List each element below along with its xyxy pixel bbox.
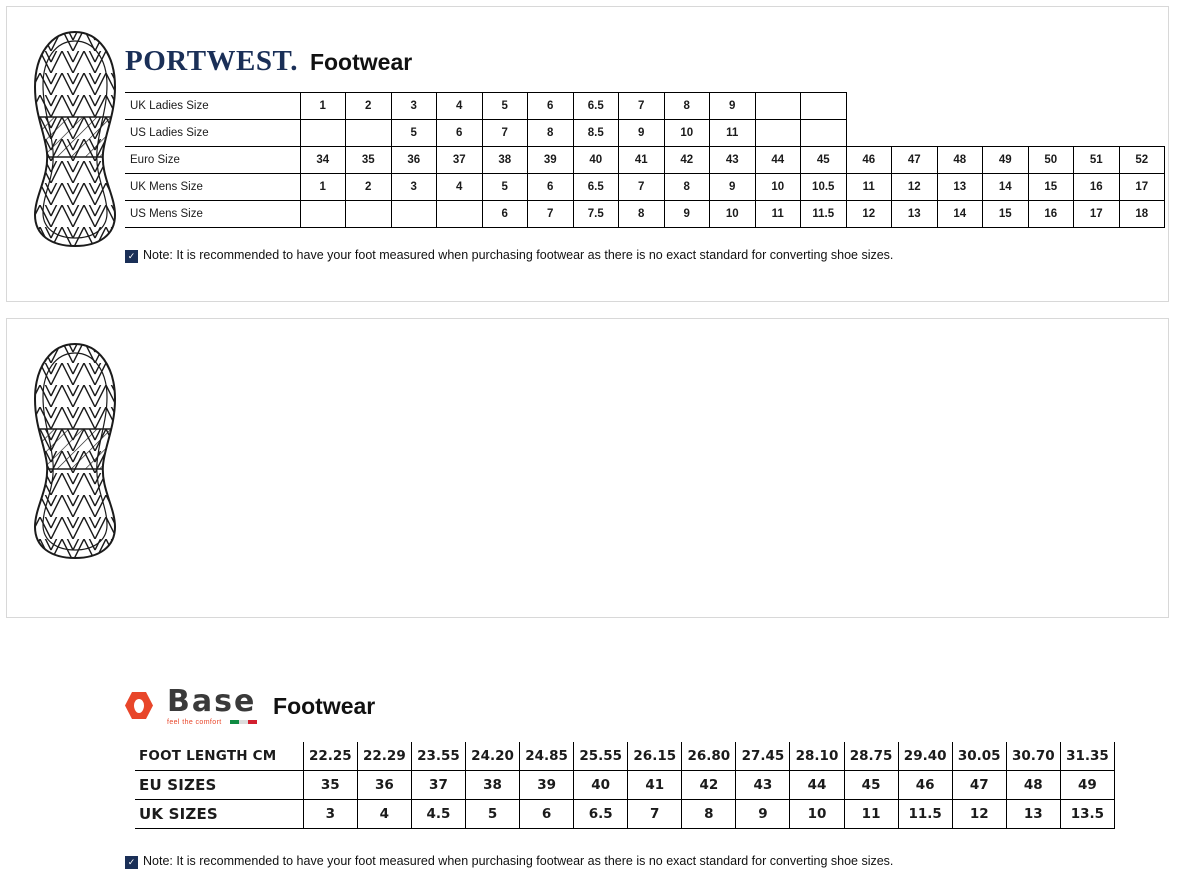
table-cell: 17	[1074, 201, 1120, 228]
table-cell: 8	[682, 800, 736, 829]
table-cell: 6.5	[573, 93, 619, 120]
table-cell: 46	[898, 771, 952, 800]
table-cell: 9	[736, 800, 790, 829]
table-cell	[1028, 120, 1074, 147]
table-cell: 12	[952, 800, 1006, 829]
base-header	[125, 684, 376, 726]
table-cell: 11	[844, 800, 898, 829]
base-note	[125, 854, 893, 868]
table-cell: 6.5	[573, 174, 619, 201]
table-row	[125, 174, 1165, 201]
table-cell	[755, 120, 801, 147]
table-cell: 49	[1060, 771, 1114, 800]
table-cell: 39	[528, 147, 574, 174]
italy-flag-icon	[230, 720, 257, 724]
table-cell: 11	[710, 120, 756, 147]
table-cell: 24.85	[520, 742, 574, 771]
table-cell: 38	[465, 771, 519, 800]
table-cell: 7	[528, 201, 574, 228]
table-cell: 8	[528, 120, 574, 147]
table-cell: 15	[983, 201, 1029, 228]
table-cell: 48	[1006, 771, 1060, 800]
row-label: UK Ladies Size	[125, 93, 300, 120]
table-cell: 8	[664, 174, 710, 201]
table-cell: 36	[391, 147, 437, 174]
base-tagline	[167, 719, 257, 726]
portwest-subtitle: Footwear	[309, 49, 413, 75]
table-cell: 43	[710, 147, 756, 174]
table-cell: 1	[300, 174, 346, 201]
table-cell: 27.45	[736, 742, 790, 771]
table-cell: 42	[664, 147, 710, 174]
table-cell: 11	[846, 174, 892, 201]
base-subtitle: Footwear	[273, 693, 376, 719]
base-wordmark	[167, 684, 257, 726]
table-cell: 12	[892, 174, 938, 201]
table-cell: 2	[346, 174, 392, 201]
table-cell: 15	[1028, 174, 1074, 201]
table-cell: 16	[1074, 174, 1120, 201]
table-cell: 7	[482, 120, 528, 147]
table-cell	[755, 93, 801, 120]
table-cell: 18	[1119, 201, 1165, 228]
table-cell: 13.5	[1060, 800, 1114, 829]
row-label: FOOT LENGTH CM	[135, 742, 303, 771]
shoe-sole-illustration-portwest	[29, 29, 121, 249]
table-cell: 44	[755, 147, 801, 174]
table-cell: 1	[300, 93, 346, 120]
table-cell	[983, 120, 1029, 147]
table-cell: 11.5	[801, 201, 847, 228]
table-cell: 35	[303, 771, 357, 800]
table-cell: 25.55	[574, 742, 628, 771]
portwest-note-text: Note: It is recommended to have your foot measured when purchasing footwear as there is no exact standard for converting shoe sizes.	[143, 248, 894, 262]
table-cell: 13	[937, 174, 983, 201]
table-cell: 31.35	[1060, 742, 1114, 771]
table-cell: 29.40	[898, 742, 952, 771]
table-cell: 41	[619, 147, 665, 174]
table-cell	[846, 93, 892, 120]
table-cell: 4.5	[411, 800, 465, 829]
table-cell: 37	[437, 147, 483, 174]
base-panel	[6, 318, 1169, 868]
table-cell: 30.70	[1006, 742, 1060, 771]
table-cell: 5	[465, 800, 519, 829]
table-cell: 45	[801, 147, 847, 174]
table-cell: 8	[664, 93, 710, 120]
table-row	[125, 147, 1165, 174]
base-size-table-wrap	[135, 742, 1115, 829]
base-size-table	[135, 742, 1115, 829]
table-cell: 40	[573, 147, 619, 174]
table-cell: 44	[790, 771, 844, 800]
portwest-note	[125, 248, 893, 262]
table-cell: 4	[357, 800, 411, 829]
table-cell: 37	[411, 771, 465, 800]
table-cell: 6.5	[574, 800, 628, 829]
table-row	[135, 771, 1115, 800]
table-cell: 10.5	[801, 174, 847, 201]
table-cell: 4	[437, 93, 483, 120]
table-cell: 51	[1074, 147, 1120, 174]
table-cell: 49	[983, 147, 1029, 174]
table-cell: 8.5	[573, 120, 619, 147]
table-cell: 5	[482, 93, 528, 120]
table-cell: 3	[391, 93, 437, 120]
table-cell: 9	[710, 93, 756, 120]
table-row	[125, 120, 1165, 147]
table-cell	[846, 120, 892, 147]
row-label: UK Mens Size	[125, 174, 300, 201]
table-cell: 39	[520, 771, 574, 800]
table-cell: 47	[892, 147, 938, 174]
base-tagline-text: feel the comfort	[167, 719, 222, 726]
portwest-size-table-wrap	[125, 92, 1165, 228]
table-cell: 50	[1028, 147, 1074, 174]
table-cell	[1119, 93, 1165, 120]
table-cell: 24.20	[465, 742, 519, 771]
table-cell: 17	[1119, 174, 1165, 201]
table-cell: 5	[482, 174, 528, 201]
table-cell: 12	[846, 201, 892, 228]
note-check-icon: ✓	[125, 856, 138, 869]
table-cell: 38	[482, 147, 528, 174]
table-cell	[892, 120, 938, 147]
table-cell: 9	[619, 120, 665, 147]
table-cell: 43	[736, 771, 790, 800]
table-cell: 6	[437, 120, 483, 147]
table-cell: 42	[682, 771, 736, 800]
table-cell: 5	[391, 120, 437, 147]
table-cell: 6	[528, 174, 574, 201]
table-row	[135, 742, 1115, 771]
table-cell	[937, 120, 983, 147]
table-cell: 10	[664, 120, 710, 147]
table-cell	[437, 201, 483, 228]
table-cell: 6	[482, 201, 528, 228]
table-cell: 13	[1006, 800, 1060, 829]
table-cell: 22.29	[357, 742, 411, 771]
table-cell: 36	[357, 771, 411, 800]
table-cell: 13	[892, 201, 938, 228]
table-cell	[1028, 93, 1074, 120]
table-cell: 6	[528, 93, 574, 120]
table-cell: 26.80	[682, 742, 736, 771]
table-cell	[1074, 93, 1120, 120]
table-cell: 30.05	[952, 742, 1006, 771]
row-label: EU SIZES	[135, 771, 303, 800]
table-cell: 48	[937, 147, 983, 174]
base-hex-logo-icon	[125, 692, 155, 722]
table-cell: 40	[574, 771, 628, 800]
table-cell: 11.5	[898, 800, 952, 829]
table-cell: 28.10	[790, 742, 844, 771]
table-cell: 14	[937, 201, 983, 228]
row-label: UK SIZES	[135, 800, 303, 829]
table-cell	[346, 201, 392, 228]
table-cell: 35	[346, 147, 392, 174]
table-cell: 7.5	[573, 201, 619, 228]
table-cell	[300, 120, 346, 147]
table-cell	[391, 201, 437, 228]
table-cell: 7	[619, 93, 665, 120]
table-cell	[801, 120, 847, 147]
table-cell	[801, 93, 847, 120]
table-cell: 52	[1119, 147, 1165, 174]
table-cell: 22.25	[303, 742, 357, 771]
table-cell	[983, 93, 1029, 120]
table-row	[135, 800, 1115, 829]
table-cell	[1074, 120, 1120, 147]
table-cell: 16	[1028, 201, 1074, 228]
row-label: US Ladies Size	[125, 120, 300, 147]
table-cell	[1119, 120, 1165, 147]
table-cell: 4	[437, 174, 483, 201]
base-wordmark-text: Base	[167, 684, 257, 719]
table-cell: 11	[755, 201, 801, 228]
portwest-logo-text: PORTWEST	[125, 45, 291, 77]
table-cell	[346, 120, 392, 147]
table-cell: 14	[983, 174, 1029, 201]
row-label: US Mens Size	[125, 201, 300, 228]
table-cell: 10	[710, 201, 756, 228]
table-cell: 8	[619, 201, 665, 228]
table-cell: 3	[303, 800, 357, 829]
table-cell: 45	[844, 771, 898, 800]
table-cell: 7	[628, 800, 682, 829]
table-cell: 26.15	[628, 742, 682, 771]
table-cell: 47	[952, 771, 1006, 800]
table-cell: 34	[300, 147, 346, 174]
row-label: Euro Size	[125, 147, 300, 174]
table-cell: 28.75	[844, 742, 898, 771]
note-check-icon: ✓	[125, 250, 138, 263]
portwest-logo-dot: .	[290, 45, 298, 77]
table-row	[125, 201, 1165, 228]
table-cell: 2	[346, 93, 392, 120]
table-cell: 7	[619, 174, 665, 201]
table-cell: 6	[520, 800, 574, 829]
table-cell: 9	[710, 174, 756, 201]
base-note-text: Note: It is recommended to have your foot measured when purchasing footwear as there is no exact standard for converting shoe sizes.	[143, 854, 894, 868]
table-cell: 9	[664, 201, 710, 228]
portwest-header	[125, 45, 412, 78]
table-cell: 23.55	[411, 742, 465, 771]
table-row	[125, 93, 1165, 120]
table-cell	[892, 93, 938, 120]
table-cell: 3	[391, 174, 437, 201]
portwest-logo	[125, 45, 298, 78]
portwest-size-table	[125, 92, 1165, 228]
table-cell: 46	[846, 147, 892, 174]
table-cell: 10	[755, 174, 801, 201]
table-cell: 41	[628, 771, 682, 800]
portwest-panel	[6, 6, 1169, 302]
table-cell: 10	[790, 800, 844, 829]
table-cell	[937, 93, 983, 120]
table-cell	[300, 201, 346, 228]
shoe-sole-illustration-base	[29, 341, 121, 561]
